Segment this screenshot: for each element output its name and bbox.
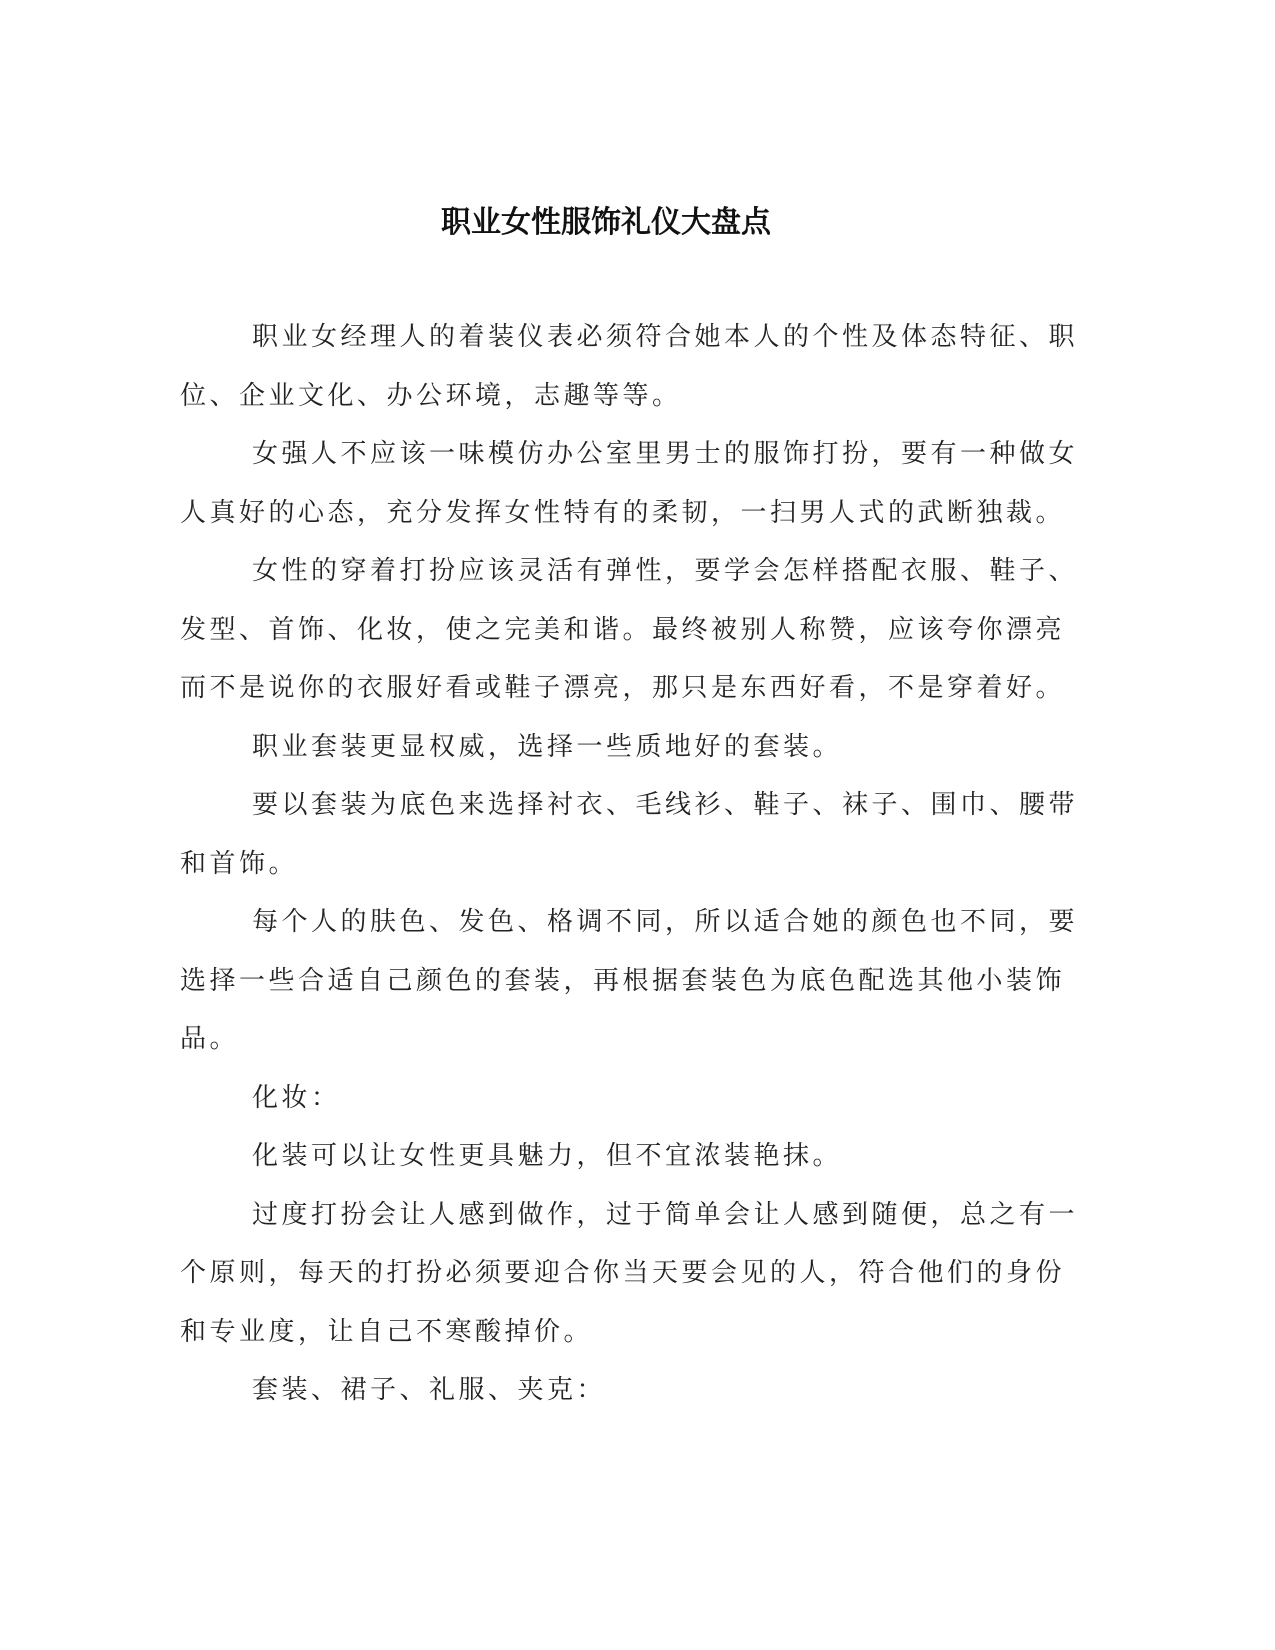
text-line: 过度打扮会让人感到做作，过于简单会让人感到随便，总之有一 [252, 1199, 1079, 1230]
text-line: 化妆： [252, 1082, 341, 1113]
text-line: 每个人的肤色、发色、格调不同，所以适合她的颜色也不同，要 [252, 907, 1079, 937]
text-line: 位、企业文化、办公环境，志趣等等。 [180, 380, 682, 411]
text-line: 套装、裙子、礼服、夹克： [252, 1375, 607, 1405]
text-line: 而不是说你的衣服好看或鞋子漂亮，那只是东西好看，不是穿着好。 [180, 673, 1066, 703]
paragraph [180, 1186, 1079, 1362]
document-body [180, 308, 1079, 1420]
text-line: 要以套装为底色来选择衬衣、毛线衫、鞋子、袜子、围巾、腰带 [252, 790, 1079, 820]
paragraph [180, 718, 1040, 777]
paragraph [180, 425, 1079, 542]
text-line: 人真好的心态，充分发挥女性特有的柔韧，一扫男人式的武断独裁。 [180, 497, 1066, 528]
text-line: 女性的穿着打扮应该灵活有弹性，要学会怎样搭配衣服、鞋子、 [252, 556, 1079, 586]
paragraph [180, 542, 1079, 718]
section-heading [180, 1361, 1040, 1420]
paragraph [180, 893, 1079, 1069]
paragraph [180, 776, 1079, 893]
text-line: 职业套装更显权威，选择一些质地好的套装。 [252, 731, 843, 762]
paragraph [180, 1127, 1040, 1186]
text-line: 品。 [180, 1024, 240, 1054]
text-line: 发型、首饰、化妆，使之完美和谐。最终被别人称赞，应该夸你漂亮 [180, 614, 1066, 645]
text-line: 职业女经理人的着装仪表必须符合她本人的个性及体态特征、职 [252, 322, 1079, 352]
paragraph [180, 308, 1079, 425]
text-line: 和专业度，让自己不寒酸掉价。 [180, 1316, 594, 1347]
section-heading [180, 1069, 1040, 1128]
text-line: 化装可以让女性更具魅力，但不宜浓装艳抹。 [252, 1141, 843, 1171]
text-line: 个原则，每天的打扮必须要迎合你当天要会见的人，符合他们的身份 [180, 1258, 1066, 1288]
text-line: 女强人不应该一味模仿办公室里男士的服饰打扮，要有一种做女 [252, 439, 1079, 469]
document-title: 职业女性服饰礼仪大盘点 [441, 205, 771, 240]
text-line: 和首饰。 [180, 848, 299, 879]
text-line: 选择一些合适自己颜色的套装，再根据套装色为底色配选其他小装饰 [180, 965, 1066, 996]
